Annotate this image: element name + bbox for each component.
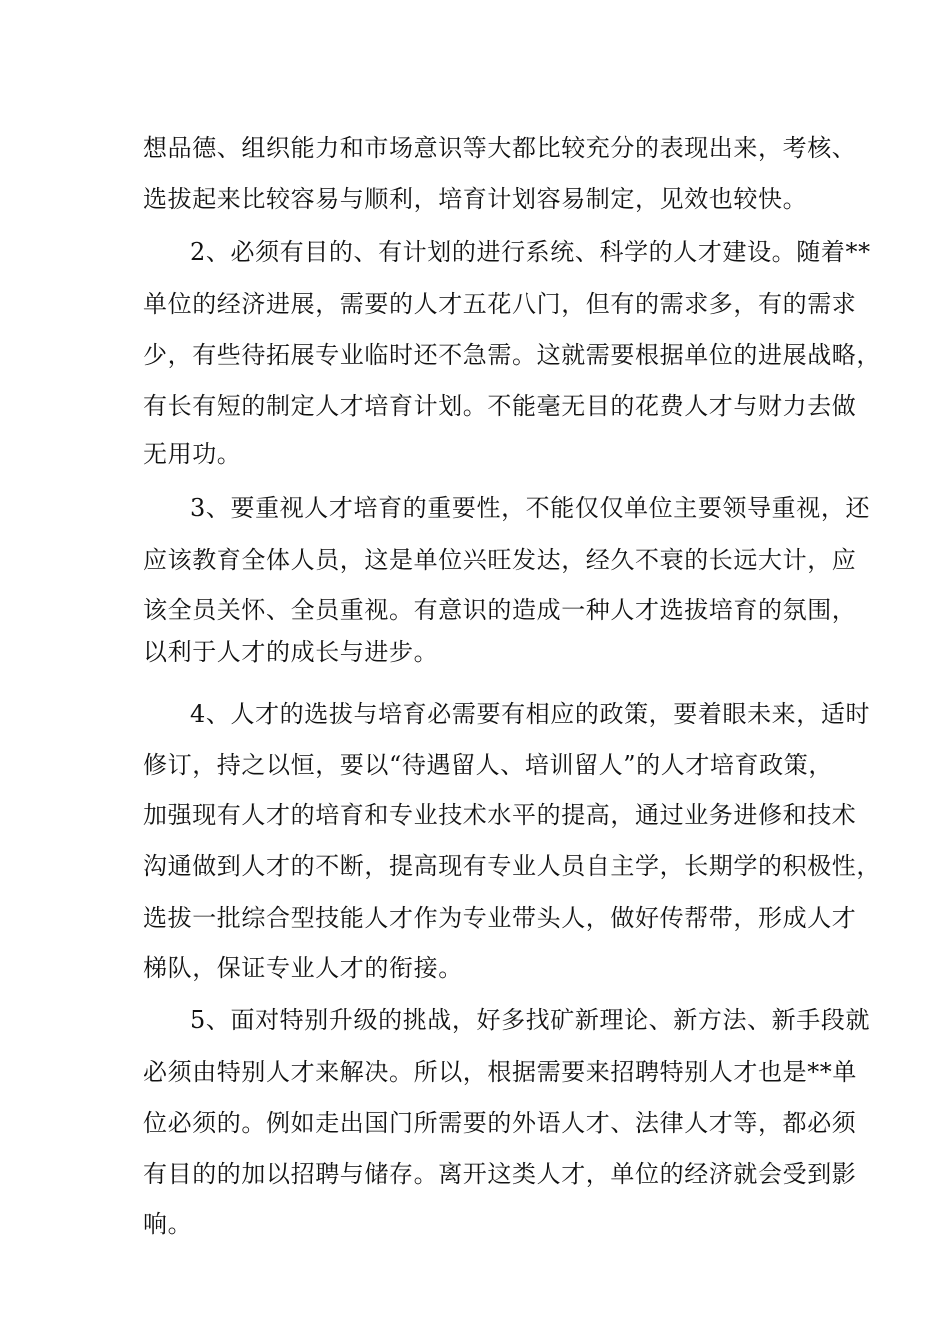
text-line: 无用功。 [143,440,242,468]
text-line: 沟通做到人才的不断，提高现有专业人员自主学，长期学的积极性， [143,852,881,880]
text-line: 响。 [143,1210,193,1238]
text-line: 选拔一批综合型技能人才作为专业带头人，做好传帮带，形成人才 [143,904,857,932]
text-line: 选拔起来比较容易与顺利，培育计划容易制定，见效也较快。 [143,185,808,213]
paragraph-2-start: 2、必须有目的、有计划的进行系统、科学的人才建设。随着** [190,238,871,266]
text-line: 少，有些待拓展专业临时还不急需。这就需要根据单位的进展战略， [143,341,881,369]
text-line: 单位的经济进展，需要的人才五花八门，但有的需求多，有的需求 [143,290,857,318]
text-line: 位必须的。例如走出国门所需要的外语人才、法律人才等，都必须 [143,1109,857,1137]
paragraph-4-start: 4、人才的选拔与培育必需要有相应的政策，要着眼未来，适时 [190,700,871,728]
paragraph-5-start: 5、面对特别升级的挑战，好多找矿新理论、新方法、新手段就 [190,1006,871,1034]
text-line: 想品德、组织能力和市场意识等大都比较充分的表现出来，考核、 [143,134,857,162]
text-line: 应该教育全体人员，这是单位兴旺发达，经久不衰的长远大计，应 [143,546,857,574]
text-line: 必须由特别人才来解决。所以，根据需要来招聘特别人才也是**单 [143,1058,857,1086]
paragraph-3-start: 3、要重视人才培育的重要性，不能仅仅单位主要领导重视，还 [190,494,871,522]
text-line: 加强现有人才的培育和专业技术水平的提高，通过业务进修和技术 [143,801,857,829]
text-line: 有长有短的制定人才培育计划。不能毫无目的花费人才与财力去做 [143,392,857,420]
text-line: 梯队，保证专业人才的衔接。 [143,954,463,982]
text-line: 以利于人才的成长与进步。 [143,638,439,666]
text-line: 有目的的加以招聘与储存。离开这类人才，单位的经济就会受到影 [143,1160,857,1188]
text-line: 该全员关怀、全员重视。有意识的造成一种人才选拔培育的氛围， [143,596,857,624]
text-line: 修订，持之以恒，要以“待遇留人、培训留人”的人才培育政策， [143,751,833,779]
